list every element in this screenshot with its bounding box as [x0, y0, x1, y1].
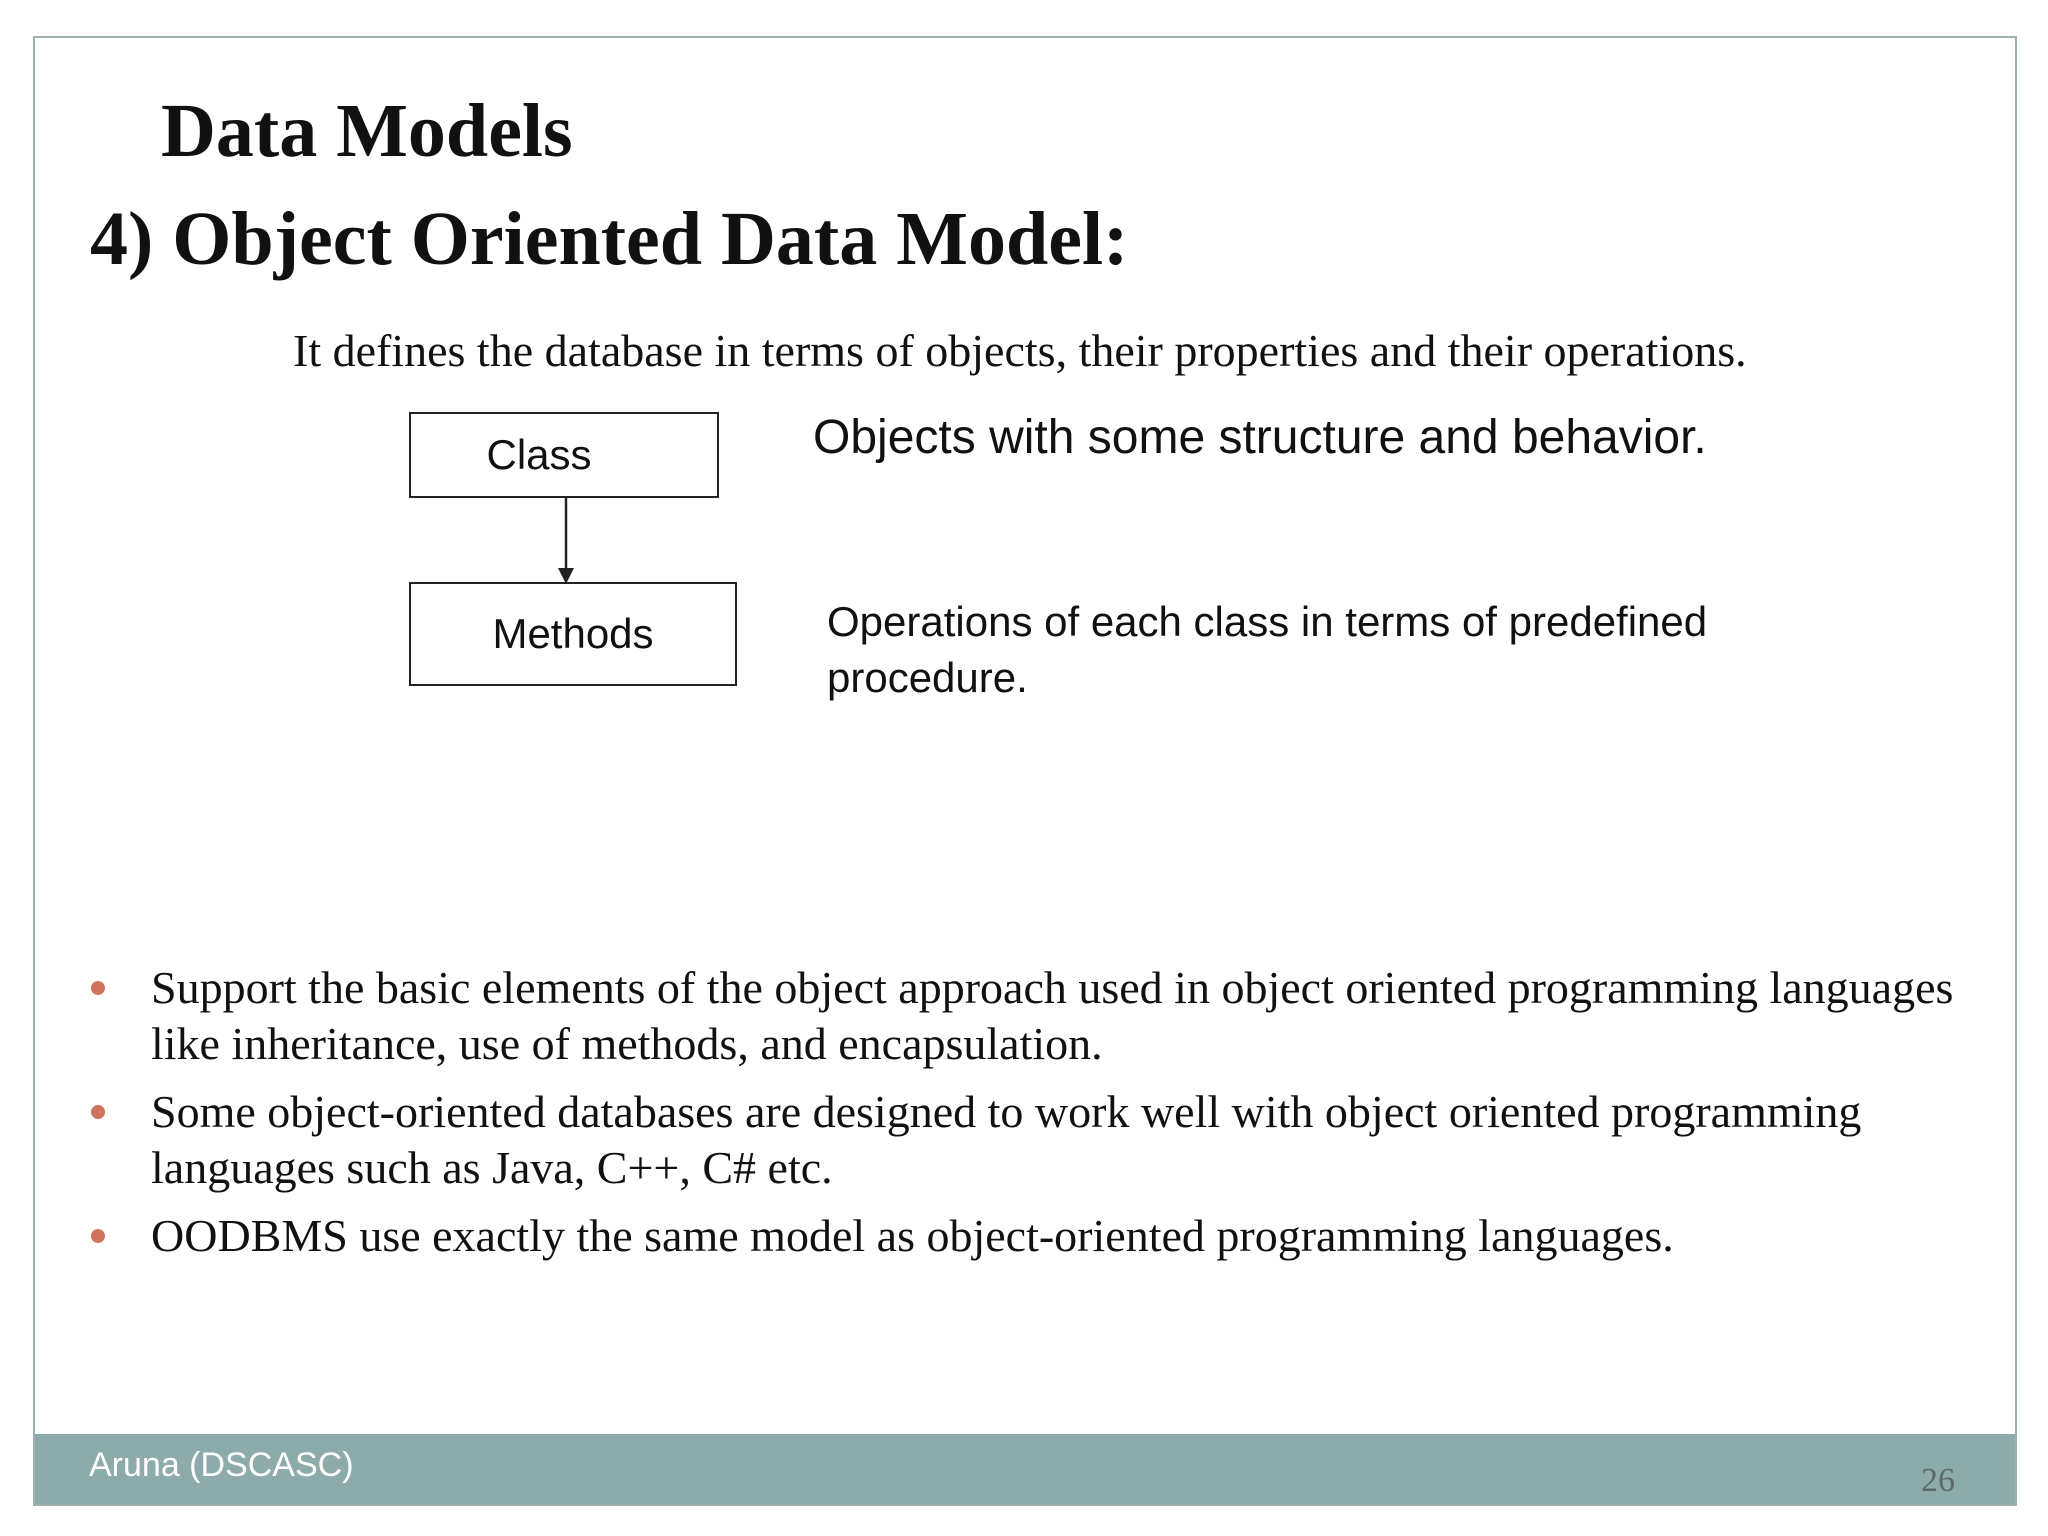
class-box-label: Class	[486, 431, 592, 478]
down-arrow-icon	[551, 498, 581, 584]
methods-box-label: Methods	[492, 610, 654, 657]
bullet-text: Support the basic elements of the object approach used in object oriented programming languages like inheritance, use of methods, and encapsulation.	[151, 962, 1954, 1069]
page-number: 26	[1921, 1462, 1955, 1499]
intro-text: It defines the database in terms of objects, their properties and their operations.	[293, 325, 1747, 376]
class-description: Objects with some structure and behavior.	[813, 411, 1707, 464]
bullet-item	[151, 960, 2011, 1072]
bullet-dot-icon	[91, 1105, 105, 1119]
class-box	[409, 412, 719, 498]
bullet-item	[151, 1208, 2011, 1264]
methods-box	[409, 582, 737, 686]
bullet-item	[151, 1084, 2011, 1196]
slide-subtitle: 4) Object Oriented Data Model:	[90, 197, 1129, 281]
bullet-dot-icon	[91, 1229, 105, 1243]
bullet-text: Some object-oriented databases are designed to work well with object oriented programming languages such as Java, C++, C# etc.	[151, 1086, 1862, 1193]
footer-bar	[35, 1434, 2017, 1504]
slide	[33, 36, 2017, 1506]
bullet-dot-icon	[91, 981, 105, 995]
footer-author: Aruna (DSCASC)	[89, 1446, 354, 1484]
bullet-text: OODBMS use exactly the same model as object-oriented programming languages.	[151, 1210, 1674, 1261]
methods-description: Operations of each class in terms of predefined procedure.	[827, 598, 1708, 701]
slide-title: Data Models	[161, 89, 573, 173]
